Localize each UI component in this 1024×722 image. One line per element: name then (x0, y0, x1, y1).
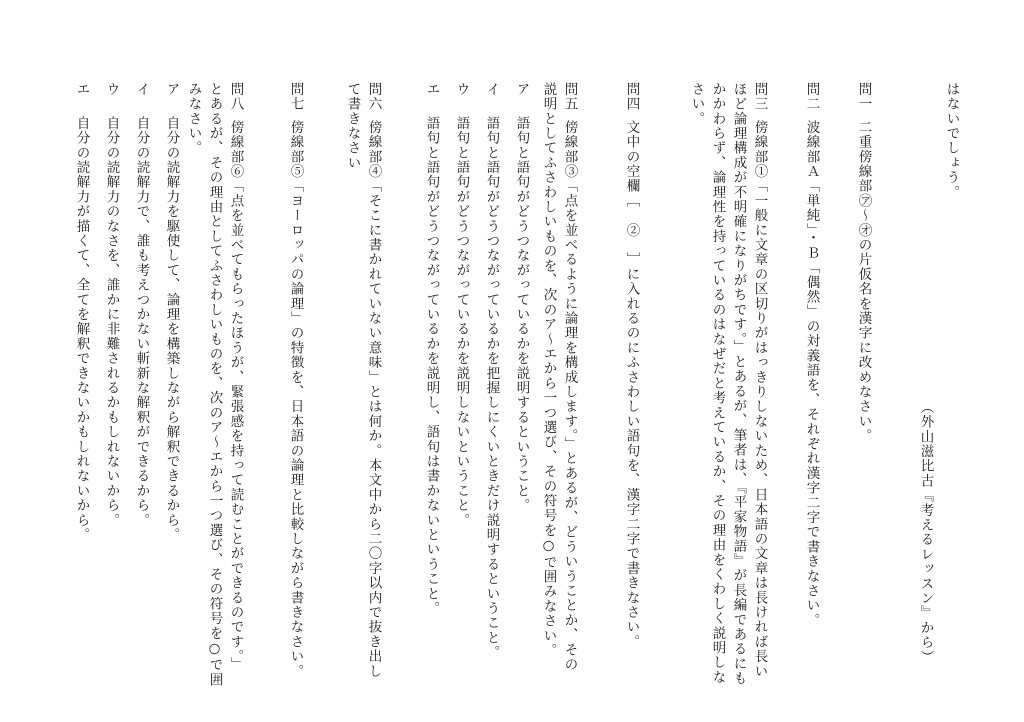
q5-choice-a-label: ア (513, 82, 530, 97)
q8-choice-a-text: 自分の読解力を駆使して、論理を構築しながら解釈できるから。 (163, 116, 180, 543)
question-1-number: 問一 (855, 82, 872, 112)
q5-choice-u-text: 語句と語句がどうつながっているかを説明しないということ。 (453, 116, 470, 528)
question-3-number: 問三 (751, 82, 768, 112)
question-3-line-1: 傍線部①「一般に文章の区切りがはっきりしないため、日本語の文章は長ければ長い (751, 120, 768, 679)
question-8-line-2: とあるが、その理由としてふさわしいものを、次のア〜エから一つ選び、その符号を○で囲 (206, 82, 223, 688)
q8-choice-e-text: 自分の読解力が描くて、全てを解釈できないかもしれないから。 (73, 116, 90, 543)
q8-choice-i-text: 自分の読解力で、誰も考えつかない斬新な解釈ができるから。 (133, 116, 150, 528)
question-1 (856, 82, 870, 111)
question-5-line-1: 傍線部③「点を並べるように論理を構成します。」とあるが、どういうことか、その (561, 120, 578, 672)
question-5-number: 問五 (561, 82, 578, 112)
q8-choice-u-text: 自分の読解力のなさを、誰かに非難されるかもしれないから。 (103, 116, 120, 528)
question-3-line-2: ほど論理構成が不明確になりがちです。」とあるが、筆者は、『平家物語』が長編であるにも (730, 82, 747, 686)
question-2-text: 波線部Ａ「単純」・Ｂ「偶然」の対義語を、それぞれ漢字二字で書きなさい。 (803, 120, 820, 628)
question-7-number: 問七 (287, 82, 304, 112)
question-3-line-4: さい。 (688, 82, 705, 127)
q8-choice-e-label: エ (73, 82, 90, 97)
q5-choice-i-text: 語句と語句がどうつながっているかを把握しにくいときだけ説明するということ。 (483, 116, 500, 660)
q5-choice-a-text: 語句と語句がどうつながっているかを説明するということ。 (513, 116, 530, 513)
question-7-text: 傍線部⑤「ヨーロッパの論理」の特徴を、日本語の論理と比較しながら書きなさい。 (287, 120, 304, 679)
question-3-line-3: かかわらず、論理性を持っているのはなぜだと考えているか、その理由をくわしく説明しな (709, 82, 726, 685)
q5-choice-e-label: エ (423, 82, 440, 97)
q5-choice-e-text: 語句と語句がどうつながっているかを説明し、語句は書かないということ。 (423, 116, 440, 616)
intro-text: はないでしょう。 (943, 82, 960, 200)
question-6-number: 問六 (365, 82, 382, 112)
question-6-line-1: 傍線部④「そこに書かれていない意味」とは何か。本文中から二〇字以内で抜き出し (365, 120, 382, 679)
question-8-number: 問八 (227, 82, 244, 112)
question-6-line-2: て書きなさい (344, 82, 361, 171)
q8-choice-a-label: ア (163, 82, 180, 97)
question-8-line-3: みなさい。 (185, 82, 202, 156)
question-5-line-2: 説明としてふさわしいものを、次のア〜エから一つ選び、その符号を○で囲みなさい。 (540, 82, 557, 658)
question-4-text: 文中の空欄［ ② ］に入れるのにふさわしい語句を、漢字二字で書きなさい。 (623, 120, 640, 650)
question-8-line-1: 傍線部⑥「点を並べてもらったほうが、緊張感を持って読むことができるのです。」 (227, 120, 244, 672)
q8-choice-u-label: ウ (103, 82, 120, 97)
q5-choice-i-label: イ (483, 82, 500, 97)
source-attribution: （外山滋比古『考えるレッスン』から） (917, 400, 934, 665)
q5-choice-u-label: ウ (453, 82, 470, 97)
question-2-number: 問二 (803, 82, 820, 112)
question-1-text: 二重傍線部㋐〜㋔の片仮名を漢字に改めなさい。 (855, 120, 872, 444)
q8-choice-i-label: イ (133, 82, 150, 97)
question-4-number: 問四 (623, 82, 640, 112)
